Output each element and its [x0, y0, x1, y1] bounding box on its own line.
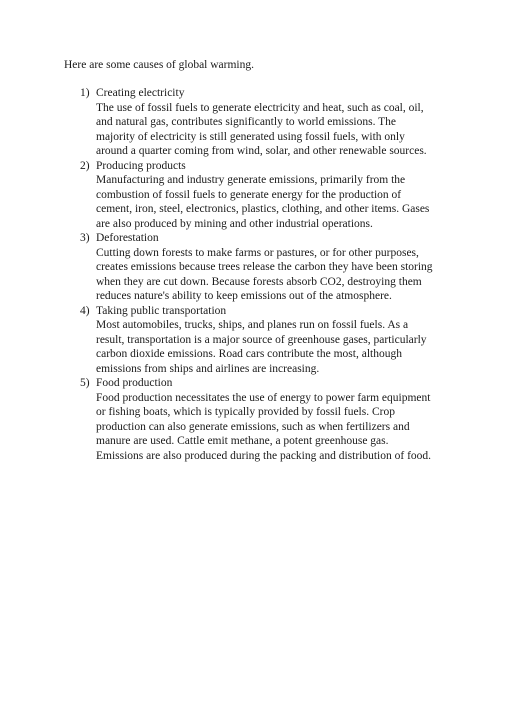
list-item [80, 159, 470, 232]
list-item-number: 4) [80, 304, 90, 317]
description-line: when they are cut down. Because forests absorb CO2, destroying them [96, 275, 422, 288]
list-item [80, 304, 470, 377]
list-item-description [96, 173, 470, 231]
description-line: Food production necessitates the use of energy to power farm equipment [96, 391, 431, 404]
list-item-body [96, 376, 470, 463]
list-item-description [96, 318, 470, 376]
list-item-body [96, 159, 470, 232]
description-line: carbon dioxide emissions. Road cars contribute the most, although [96, 348, 402, 360]
list-item [80, 86, 470, 159]
description-line: Manufacturing and industry generate emissions, primarily from the [96, 174, 406, 186]
list-item-description [96, 101, 470, 159]
causes-list [80, 86, 470, 463]
list-item-title: Food production [96, 377, 173, 389]
description-line: emissions from ships and airlines are increasing. [96, 362, 320, 375]
description-line: combustion of fossil fuels to generate energy for the production of [96, 188, 402, 201]
list-item-description [96, 246, 470, 304]
description-line: manure are used. Cattle emit methane, a potent greenhouse gas. [96, 435, 389, 447]
list-item-number: 3) [80, 232, 90, 244]
description-line: creates emissions because trees release the carbon they have been storing [96, 261, 433, 273]
list-item-title: Deforestation [96, 232, 159, 244]
list-item-number: 5) [80, 377, 90, 389]
list-item [80, 231, 470, 304]
list-item-description [96, 391, 470, 464]
description-line: Emissions are also produced during the packing and distribution of food. [96, 449, 432, 462]
list-item-number: 2) [80, 159, 90, 172]
description-line: and natural gas, contributes significantly to world emissions. The [96, 116, 397, 128]
list-item-title: Taking public transportation [96, 304, 227, 317]
list-item-title: Creating electricity [96, 87, 185, 99]
description-line: The use of fossil fuels to generate electricity and heat, such as coal, oil, [96, 101, 424, 114]
description-line: Cutting down forests to make farms or pastures, or for other purposes, [96, 246, 419, 259]
list-item [80, 376, 470, 463]
list-item-body [96, 86, 470, 159]
description-line: majority of electricity is still generated using fossil fuels, with only [96, 130, 405, 143]
description-line: result, transportation is a major source of greenhouse gases, particularly [96, 333, 427, 346]
description-line: around a quarter coming from wind, solar, and other renewable sources. [96, 145, 427, 157]
list-item-body [96, 304, 470, 377]
description-line: or fishing boats, which is typically provided by fossil fuels. Crop [96, 406, 395, 418]
list-item-body [96, 231, 470, 304]
description-line: are also produced by mining and other industrial operations. [96, 217, 373, 230]
intro-text: Here are some causes of global warming. [64, 59, 254, 71]
description-line: cement, iron, steel, electronics, plastics, clothing, and other items. Gases [96, 203, 430, 215]
description-line: reduces nature's ability to keep emissions out of the atmosphere. [96, 290, 392, 302]
list-item-title: Producing products [96, 159, 186, 172]
description-line: Most automobiles, trucks, ships, and planes run on fossil fuels. As a [96, 319, 409, 331]
list-item-number: 1) [80, 87, 90, 99]
description-line: production can also generate emissions, such as when fertilizers and [96, 420, 410, 433]
